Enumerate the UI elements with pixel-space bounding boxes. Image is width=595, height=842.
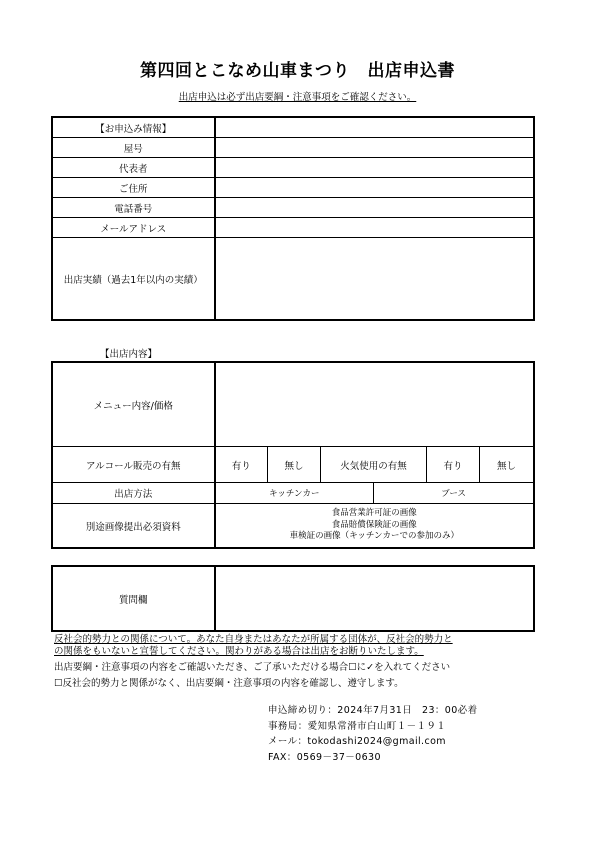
shop-name-label: 屋号 — [53, 138, 215, 158]
subtitle-text: 出店申込は必ず出店要綱・注意事項をご確認ください。 — [178, 92, 417, 103]
menu-label: メニュー内容/価格 — [53, 363, 215, 447]
phone-label: 電話番号 — [53, 198, 215, 218]
deadline-text: 申込締め切り：2024年7月31日 23：00必着 — [268, 705, 478, 716]
applicant-header: 【お申込み情報】 — [53, 118, 215, 138]
alcohol-no-option[interactable]: 無し — [268, 447, 321, 483]
fire-no-option[interactable]: 無し — [480, 447, 534, 483]
alcohol-label: アルコール販売の有無 — [53, 447, 215, 483]
address-label: ご住所 — [53, 178, 215, 198]
contact-email: メール：tokodashi2024@gmail.com — [268, 736, 446, 747]
representative-field[interactable] — [215, 158, 534, 178]
shop-name-field[interactable] — [215, 138, 534, 158]
address-field[interactable] — [215, 178, 534, 198]
contact-block — [268, 703, 478, 765]
question-field[interactable] — [215, 567, 534, 631]
email-label: メールアドレス — [53, 218, 215, 238]
phone-field[interactable] — [215, 198, 534, 218]
doc-item: 食品賠償保険証の画像 — [331, 519, 417, 530]
docs-label: 別途画像提出必須資料 — [53, 504, 215, 548]
question-label: 質問欄 — [53, 567, 215, 631]
history-label: 出店実績（過去1年以内の実績） — [53, 238, 215, 320]
menu-field[interactable] — [215, 363, 534, 447]
store-table — [52, 362, 534, 548]
fire-label: 火気使用の有無 — [321, 447, 427, 483]
page-title: 第四回とこなめ山車まつり 出店申込書 — [140, 61, 455, 81]
office-address: 事務局：愛知県常滑市白山町１－１９１ — [268, 720, 447, 732]
antisocial-line-1: 反社会的勢力との関係について。あなた自身またはあなたが所属する団体が、反社会的勢力と — [54, 634, 453, 645]
check-instruction: 出店要綱・注意事項の内容をご確認いただき、ご了承いただける場合☐に✓を入れてください — [54, 662, 451, 673]
doc-item: 車検証の画像（キッチンカーでの参加のみ） — [289, 531, 459, 542]
method-kitchen-car-option[interactable]: キッチンカー — [215, 483, 374, 504]
method-booth-option[interactable]: ブース — [374, 483, 534, 504]
fire-yes-option[interactable]: 有り — [427, 447, 480, 483]
history-field[interactable] — [215, 238, 534, 320]
question-table — [52, 566, 534, 631]
checkbox-statement[interactable]: ☐反社会的勢力と関係がなく、出店要綱・注意事項の内容を確認し、遵守します。 — [54, 678, 404, 689]
antisocial-notice — [54, 634, 544, 658]
applicant-table — [52, 117, 534, 320]
docs-list — [215, 504, 534, 548]
contact-fax: FAX：0569－37－0630 — [268, 751, 381, 763]
email-field[interactable] — [215, 218, 534, 238]
doc-item: 食品営業許可証の画像 — [331, 508, 417, 519]
method-label: 出店方法 — [53, 483, 215, 504]
store-section-label: 【出店内容】 — [100, 349, 158, 360]
applicant-header-blank — [215, 118, 534, 138]
antisocial-line-2: の関係をもいないと宣誓してください。関わりがある場合は出店をお断りいたします。 — [54, 646, 424, 657]
page-subtitle — [0, 89, 595, 103]
representative-label: 代表者 — [53, 158, 215, 178]
alcohol-yes-option[interactable]: 有り — [215, 447, 268, 483]
